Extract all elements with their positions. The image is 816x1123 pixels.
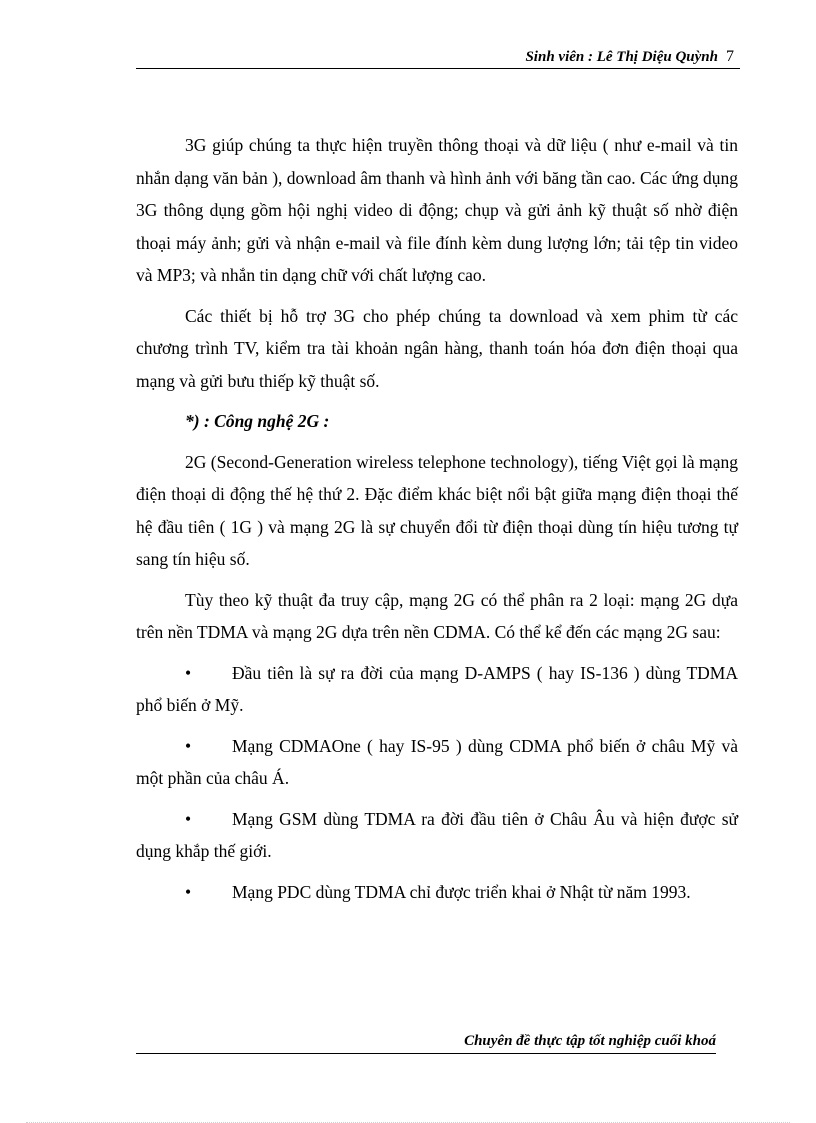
paragraph-3g-devices: Các thiết bị hỗ trợ 3G cho phép chúng ta download và xem phim từ các chương trình TV, kiểm tra tài khoản ngân hàng, thanh toán hóa đơn điện thoại qua mạng và gửi bưu thiếp kỹ thuật số.: [136, 305, 738, 391]
page-body: [136, 129, 738, 916]
list-item-text: Mạng PDC dùng TDMA chỉ được triển khai ở Nhật từ năm 1993.: [232, 881, 691, 902]
footer-text: Chuyên đề thực tập tốt nghiệp cuối khoá: [464, 1033, 716, 1049]
paragraph-3g-uses: 3G giúp chúng ta thực hiện truyền thông thoại và dữ liệu ( như e-mail và tin nhắn dạng văn bản ), download âm thanh và hình ảnh với băng tần cao. Các ứng dụng 3G thông dụng gồm hội nghị video di động; chụp và gửi ảnh kỹ thuật số nhờ điện thoại máy ảnh; gửi và nhận e-mail và file đính kèm dung lượng lớn; tải tệp tin video và MP3; và nhắn tin dạng chữ với chất lượng cao.: [136, 135, 738, 285]
page-number: 7: [726, 48, 734, 65]
bullet-icon: •: [185, 735, 192, 756]
paragraph-2g-types: Tùy theo kỹ thuật đa truy cập, mạng 2G có thể phân ra 2 loại: mạng 2G dựa trên nền TDMA và mạng 2G dựa trên nền CDMA. Có thể kể đến các mạng 2G sau:: [136, 589, 738, 642]
list-item: [136, 657, 738, 722]
page-header: [136, 46, 740, 69]
bullet-icon: •: [185, 662, 192, 683]
list-item: [136, 730, 738, 795]
bullet-icon: •: [185, 881, 192, 902]
header-text: [525, 48, 734, 66]
paragraph-2g-definition: 2G (Second-Generation wireless telephone technology), tiếng Việt gọi là mạng điện thoại di động thế hệ thứ 2. Đặc điểm khác biệt nổi bật giữa mạng điện thoại thế hệ đầu tiên ( 1G ) và mạng 2G là sự chuyển đổi từ điện thoại dùng tín hiệu tương tự sang tín hiệu số.: [136, 451, 738, 569]
section-heading-2g: *) : Công nghệ 2G :: [185, 411, 330, 431]
header-author: Sinh viên : Lê Thị Diệu Quỳnh: [525, 49, 718, 65]
list-item-text: Đầu tiên là sự ra đời của mạng D-AMPS ( hay IS-136 ) dùng TDMA phổ biến ở Mỹ.: [136, 662, 738, 715]
list-item-text: Mạng CDMAOne ( hay IS-95 ) dùng CDMA phổ biến ở châu Mỹ và một phần của châu Á.: [136, 735, 738, 788]
bullet-icon: •: [185, 808, 192, 829]
list-item: [136, 803, 738, 868]
list-item-text: Mạng GSM dùng TDMA ra đời đầu tiên ở Châu Âu và hiện được sử dụng khắp thế giới.: [136, 808, 738, 861]
page-footer: [136, 1033, 716, 1054]
list-item: [136, 876, 738, 909]
